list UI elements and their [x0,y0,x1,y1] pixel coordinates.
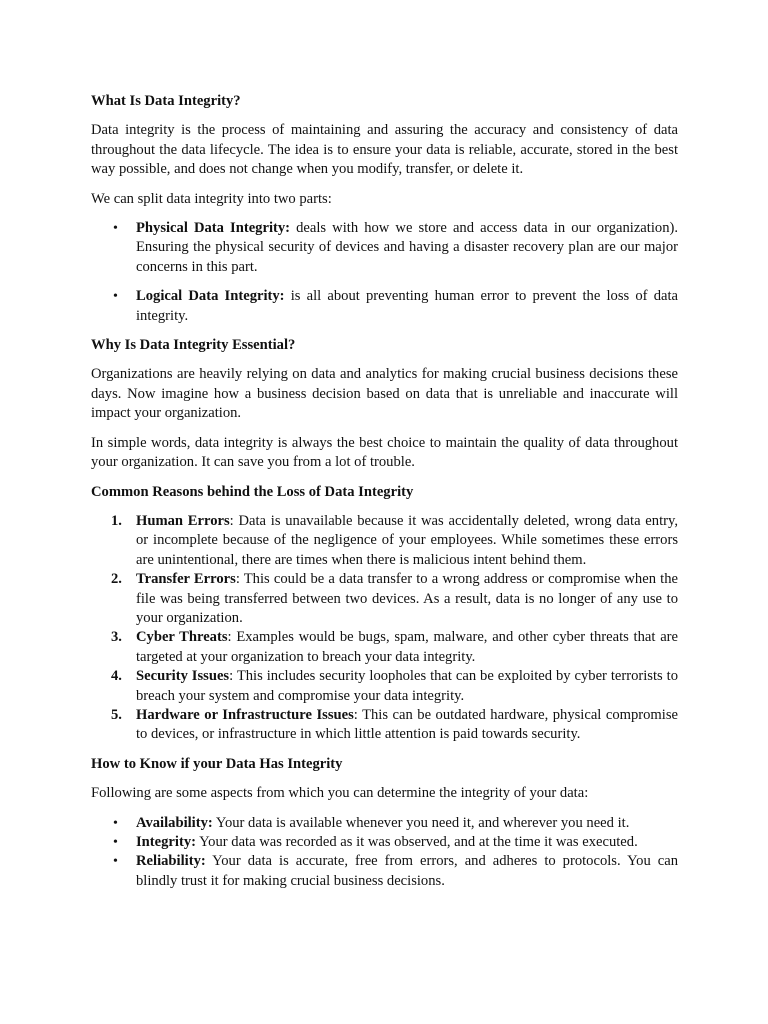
list-item [91,570,678,628]
bullet-icon: • [113,289,118,305]
list-item-term: Human Errors [136,512,230,529]
list-item-text: Your data is available whenever you need it, and wherever you need it. [212,814,630,831]
list-item-text: : Examples would be bugs, spam, malware, and other cyber threats that are targeted at your organization to breach your data integrity. [136,629,679,665]
list-item-text: Your data is accurate, free from errors, and adheres to protocols. You can blindly trust it for making crucial business decisions. [136,853,678,889]
list-item-number: 4. [111,668,122,685]
paragraph-two-parts: We can split data integrity into two parts: [91,190,332,207]
heading-how-to-know: How to Know if your Data Has Integrity [91,755,343,772]
list-item [91,512,678,570]
reasons-list [91,512,678,745]
list-item-term: Physical Data Integrity: [136,220,291,237]
list-item [91,814,678,833]
list-item-term: Security Issues [136,668,230,685]
list-item-number: 1. [111,512,122,529]
list-item-term: Reliability: [136,853,206,870]
list-item [91,833,678,852]
paragraph-aspects: Following are some aspects from which you can determine the integrity of your data: [91,785,589,802]
list-item-text: deals with how we store and access data in our organization). Ensuring the physical security of devices and having a disaster recovery plan are our major concerns in this part. [136,220,678,275]
list-item-term: Hardware or Infrastructure Issues [136,706,354,723]
list-item-text: : This could be a data transfer to a wrong address or compromise when the file was being transferred between two devices. As a result, data is no longer of any use to your organization. [136,571,678,626]
list-item-term: Transfer Errors [136,571,236,588]
paragraph-simple-words: In simple words, data integrity is always the best choice to maintain the quality of data throughout your organization. It can save you from a lot of trouble. [91,434,678,471]
heading-why-essential: Why Is Data Integrity Essential? [91,337,296,354]
list-item [91,628,678,667]
heading-common-reasons: Common Reasons behind the Loss of Data Integrity [91,483,414,500]
list-item [91,219,678,277]
list-item [91,667,678,706]
list-item-text: : This can be outdated hardware, physical compromise to devices, or infrastructure in which little attention is paid towards security. [136,706,678,743]
heading-what-is-data-integrity: What Is Data Integrity? [91,93,241,109]
paragraph-definition: Data integrity is the process of maintaining and assuring the accuracy and consistency of data throughout the data lifecycle. The idea is to ensure your data is reliable, accurate, stored in the best way possible, and does not change when you modify, transfer, or delete it. [91,122,678,178]
list-item-term: Availability: [136,814,213,831]
paragraph-organizations: Organizations are heavily relying on data and analytics for making crucial business decisions these days. Now imagine how a business decision based on data that is unreliable and inaccurate will impact your organization. [91,366,678,422]
list-item [91,852,678,891]
bullet-icon: • [113,815,118,831]
list-item-number: 2. [111,571,122,588]
list-item-number: 5. [111,706,122,723]
integrity-types-list [91,219,678,326]
list-item [91,706,678,745]
list-item-term: Cyber Threats [136,629,228,646]
bullet-icon: • [113,221,118,237]
list-item-text: : Data is unavailable because it was accidentally deleted, wrong data entry, or incomplete because of the negligence of your employees. While sometimes these errors are unintentional, there are times when there is malicious intent behind them. [136,512,678,568]
list-item-number: 3. [111,629,122,646]
list-item-term: Integrity: [136,834,196,850]
bullet-icon: • [113,854,118,870]
list-item [91,287,678,326]
list-item-text: is all about preventing human error to prevent the loss of data integrity. [136,288,679,324]
bullet-icon: • [113,835,118,850]
list-item-term: Logical Data Integrity: [136,288,285,305]
list-item-text: Your data was recorded as it was observed, and at the time it was executed. [195,834,638,850]
aspects-list [91,814,678,892]
list-item-text: : This includes security loopholes that can be exploited by cyber terrorists to breach your system and compromise your data integrity. [136,668,679,704]
